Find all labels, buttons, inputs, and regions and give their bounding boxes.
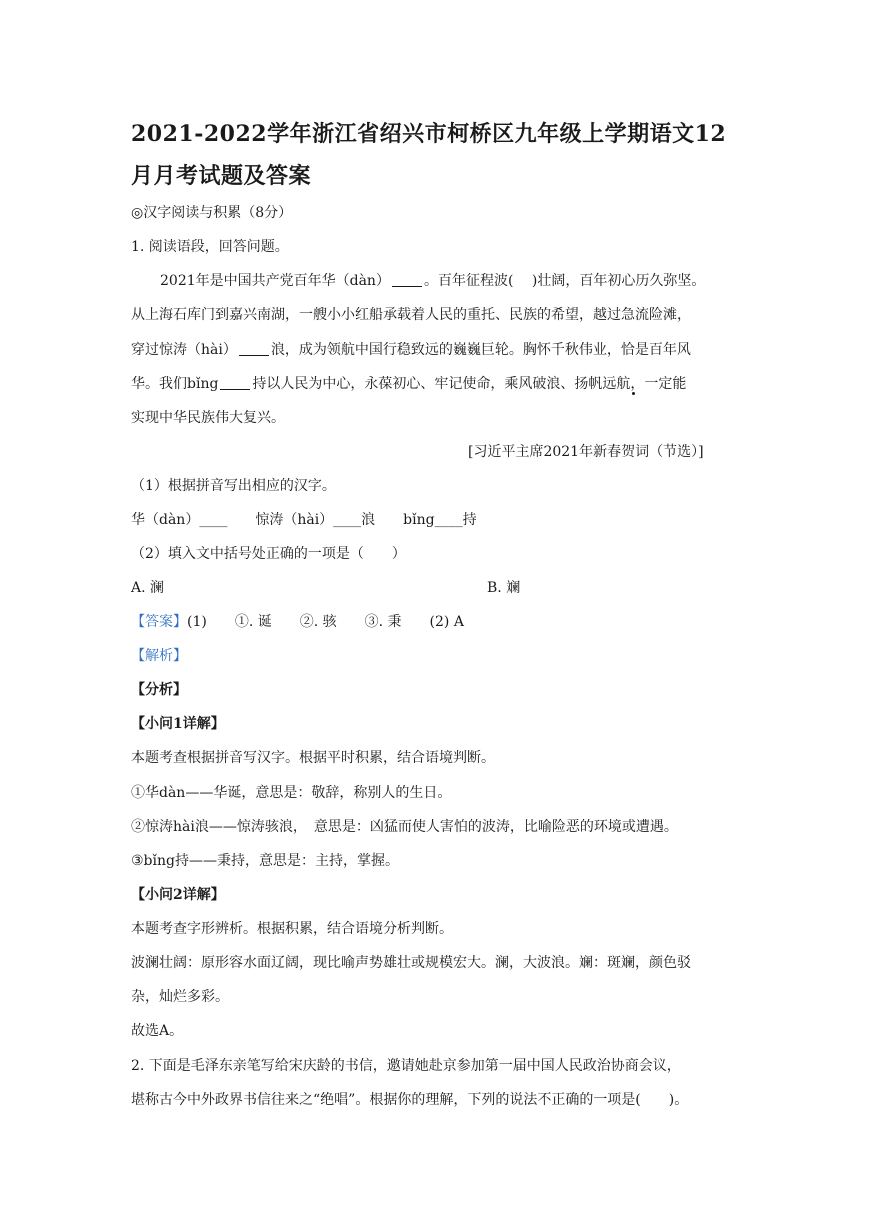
passage-line-3: [131, 340, 691, 360]
sub-question-1-items: 华（dàn）____ 惊涛（hài）____浪 bǐng____持: [131, 512, 477, 528]
passage-line-1: [160, 271, 705, 291]
detail-line: 本题考查根据拼音写汉字。根据平时积累，结合语境判断。: [131, 750, 495, 766]
doc-title-line2: 月月考试题及答案: [131, 163, 312, 189]
passage-text: 浪，成为领航中国行稳致远的巍巍巨轮。胸怀千秋伟业，恰是百年风: [270, 342, 691, 358]
question-2-line-2: 堪称古今中外政界书信往来之“绝唱”。根据你的理解，下列的说法不正确的一项是( )。: [131, 1092, 689, 1108]
option-a: A. 澜: [131, 580, 165, 596]
detail-line: ①华dàn——华诞，意思是：敬辞，称别人的生日。: [131, 785, 452, 801]
passage-text: 。百年征程波( )壮阔，百年初心历久弥坚。: [423, 273, 706, 289]
answer-label: 【答案】: [131, 614, 187, 630]
passage-line-4: [131, 374, 686, 394]
detail-line: 本题考查字形辨析。根据积累，结合语境分析判断。: [131, 921, 453, 937]
answer-text: (1) ①. 诞 ②. 骇 ③. 秉 (2) A: [187, 614, 464, 630]
passage-text: 持以人民为中心，永葆初心、牢记使命，乘风破浪、扬帆远航，一定能: [252, 376, 687, 392]
question-1-stem: 1. 阅读语段，回答问题。: [131, 239, 289, 255]
emphasis-dot: [632, 392, 635, 395]
passage-text: 穿过惊涛（hài）: [131, 342, 237, 358]
doc-title-line1: 2021-2022学年浙江省绍兴市柯桥区九年级上学期语文12: [131, 121, 727, 147]
question-2-line-1: 2. 下面是毛泽东亲笔写给宋庆龄的书信，邀请她赴京参加第一届中国人民政治协商会议，: [131, 1058, 681, 1074]
passage-line-2: 从上海石库门到嘉兴南湖，一艘小小红船承载着人民的重托、民族的希望，越过急流险滩，: [131, 307, 691, 323]
sub-question-1: （1）根据拼音写出相应的汉字。: [131, 478, 336, 494]
answer-blank: [239, 341, 269, 356]
answer-blank: [220, 375, 250, 390]
answer-blank: [392, 272, 422, 287]
detail-line: 故选A。: [131, 1023, 184, 1039]
answer-line: [131, 612, 464, 632]
detail-line: 杂，灿烂多彩。: [131, 989, 229, 1005]
detail-line: ③bǐng持——秉持，意思是：主持，掌握。: [131, 853, 399, 869]
sub-question-2: （2）填入文中括号处正确的一项是（ ）: [131, 546, 406, 562]
passage-text: 2021年是中国共产党百年华（dàn）: [160, 273, 390, 289]
sub-detail-1-heading: 【小问1详解】: [131, 716, 225, 732]
analysis-label: 【解析】: [131, 648, 187, 664]
detail-line: ②惊涛hài浪——惊涛骇浪， 意思是：凶猛而使人害怕的波涛，比喻险恶的环境或遭遇。: [131, 819, 678, 835]
passage-text: 华。我们bǐng: [131, 376, 219, 392]
section-heading: ◎汉字阅读与积累（8分）: [131, 205, 293, 221]
option-b: B. 斓: [487, 580, 521, 596]
analysis-heading: 【分析】: [131, 682, 187, 698]
passage-source: [习近平主席2021年新春贺词（节选）]: [468, 444, 704, 460]
passage-line-5: 实现中华民族伟大复兴。: [131, 410, 285, 426]
detail-line: 波澜壮阔：原形容水面辽阔，现比喻声势雄壮或规模宏大。澜，大波浪。斓：斑斓，颜色驳: [131, 955, 691, 971]
sub-detail-2-heading: 【小问2详解】: [131, 887, 225, 903]
